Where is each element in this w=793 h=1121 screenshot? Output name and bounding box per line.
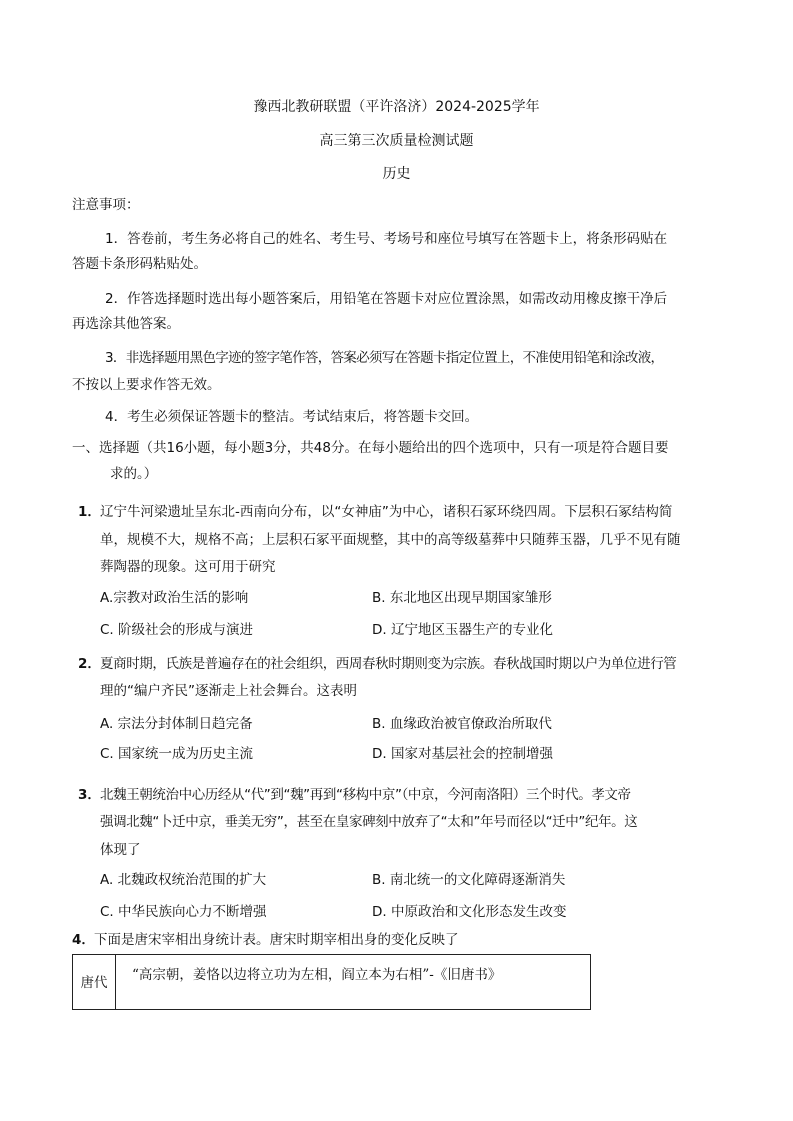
table-row bbox=[73, 955, 591, 1010]
notice-item4: 4．考生必须保证答题卡的整洁。考试结束后，将答题卡交回。 bbox=[105, 409, 479, 425]
question-stem-line3: 葬陶器的现象。这可用于研究 bbox=[100, 559, 276, 575]
question-number: 1． bbox=[78, 504, 101, 520]
option-a: A. 北魏政权统治范围的扩大 bbox=[100, 872, 267, 888]
notice-item3-line1: 3．非选择题用黑色字迹的签字笔作答，答案必须写在答题卡指定位置上，不准使用铅笔和涂改液， bbox=[105, 350, 664, 366]
question-number: 3． bbox=[78, 787, 101, 803]
option-c: C. 阶级社会的形成与演进 bbox=[100, 622, 254, 638]
option-a: A. 宗法分封体制日趋完备 bbox=[100, 716, 253, 732]
question-stem-line1: 夏商时期，氏族是普遍存在的社会组织，西周春秋时期则变为宗族。春秋战国时期以户为单位进行管 bbox=[100, 656, 677, 672]
question-stem-line2: 理的“编户齐民”逐渐走上社会舞台。这表明 bbox=[100, 683, 357, 699]
question-stem-line3: 体现了 bbox=[100, 842, 141, 858]
exam-title-line2: 高三第三次质量检测试题 bbox=[319, 133, 474, 149]
notice-item1-line1: 1．答卷前，考生务必将自己的姓名、考生号、考场号和座位号填写在答题卡上，将条形码贴在 bbox=[105, 231, 668, 247]
option-b: B. 南北统一的文化障碍逐渐消失 bbox=[372, 872, 566, 888]
prime-minister-table bbox=[72, 954, 591, 1010]
question-stem-line1: 辽宁牛河梁遗址呈东北-西南向分布，以“女神庙”为中心，诸积石冢环绕四周。下层积石冢结构简 bbox=[100, 504, 673, 520]
option-c: C. 中华民族向心力不断增强 bbox=[100, 904, 267, 920]
option-d: D. 辽宁地区玉器生产的专业化 bbox=[372, 622, 553, 638]
notice-item2-line2: 再选涂其他答案。 bbox=[72, 316, 180, 332]
notice-item3-line2: 不按以上要求作答无效。 bbox=[72, 377, 221, 393]
notice-item2-line1: 2．作答选择题时选出每小题答案后，用铅笔在答题卡对应位置涂黑，如需改动用橡皮擦干净后 bbox=[105, 291, 668, 307]
section-heading-line2: 求的。） bbox=[110, 466, 158, 482]
option-d: D. 国家对基层社会的控制增强 bbox=[372, 746, 553, 762]
option-d: D. 中原政治和文化形态发生改变 bbox=[372, 904, 567, 920]
question-stem-line2: 单，规模不大，规格不高；上层积石冢平面规整，其中的高等级墓葬中只随葬玉器，几乎不见有随 bbox=[100, 532, 681, 548]
exam-subject: 历史 bbox=[382, 166, 411, 182]
question-stem-line1: 下面是唐宋宰相出身统计表。唐宋时期宰相出身的变化反映了 bbox=[94, 932, 459, 948]
question-stem-line2: 强调北魏“卜迁中京，垂美无穷”，甚至在皇家碑刻中放弃了“太和”年号而径以“迁中”纪年。这 bbox=[100, 814, 638, 830]
notice-item1-line2: 答题卡条形码粘贴处。 bbox=[72, 256, 207, 272]
question-number: 2． bbox=[78, 656, 101, 672]
option-c: C. 国家统一成为历史主流 bbox=[100, 746, 254, 762]
question-number: 4． bbox=[72, 932, 95, 948]
exam-title-line1: 豫西北教研联盟（平许洛济）2024-2025学年 bbox=[253, 99, 540, 115]
notice-title: 注意事项： bbox=[72, 197, 140, 213]
question-stem-line1: 北魏王朝统治中心历经从“代”到“魏”再到“移构中京”（中京，今河南洛阳）三个时代。孝文帝 bbox=[100, 787, 631, 803]
option-b: B. 东北地区出现早期国家雏形 bbox=[372, 590, 552, 606]
section-heading-line1: 一、选择题（共16小题，每小题3分，共48分。在每小题给出的四个选项中，只有一项是符合题目要 bbox=[72, 440, 669, 456]
table-cell-dynasty: 唐代 bbox=[73, 955, 116, 1010]
option-a: A.宗教对政治生活的影响 bbox=[100, 590, 249, 606]
option-b: B. 血缘政治被官僚政治所取代 bbox=[372, 716, 552, 732]
table-cell-quote: “高宗朝，姜恪以边将立功为左相，阎立本为右相”-《旧唐书》 bbox=[116, 955, 591, 1010]
